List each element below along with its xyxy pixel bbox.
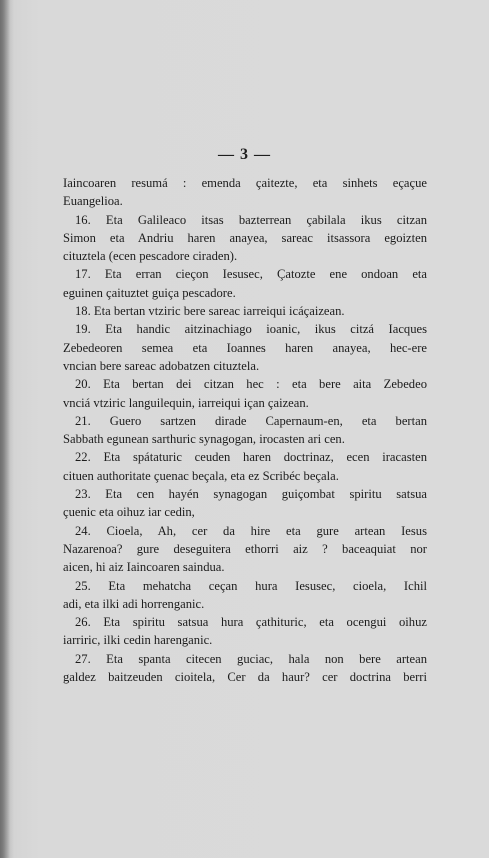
text-line: 24. Cioela, Ah, cer da hire eta gure artean Iesus (75, 523, 427, 538)
text-line: 23. Eta cen hayén synagogan guiçombat spiritu satsua (75, 487, 427, 502)
gutter-shadow (0, 0, 10, 858)
text-line: Sabbath egunean sarthuric synagogan, irocasten ari cen. (63, 432, 345, 447)
text-line: 19. Eta handic aitzinachiago ioanic, ikus citzá Iacques (75, 322, 427, 337)
text-line: eguinen çaituztet guiça pescadore. (63, 285, 236, 300)
text-line: 22. Eta spátaturic ceuden haren doctrinaz, ecen iracasten (75, 450, 427, 465)
text-line: adi, eta ilki adi horrenganic. (63, 596, 205, 611)
text-line: Simon eta Andriu haren anayea, sareac itsassora egoizten (63, 230, 427, 245)
text-line: çuenic eta oihuz iar cedin, (63, 505, 195, 520)
text-line: 17. Eta erran cieçon Iesusec, Çatozte ene ondoan eta (75, 267, 427, 282)
text-line: Euangelioa. (63, 194, 123, 209)
text-line: 21. Guero sartzen dirade Capernaum-en, eta bertan (75, 413, 427, 428)
text-line: 18. Eta bertan vtziric bere sareac iarreiqui icáçaizean. (75, 304, 345, 319)
text-line: iarriric, ilki cedin harenganic. (63, 633, 213, 648)
text-line: 25. Eta mehatcha ceçan hura Iesusec, cioela, Ichil (75, 578, 427, 593)
text-line: Zebedeoren semea eta Ioannes haren anayea, hec-ere (63, 340, 427, 355)
text-line: 26. Eta spiritu satsua hura çathituric, eta ocengui oihuz (75, 615, 427, 630)
body-text (63, 174, 427, 686)
text-line: 16. Eta Galileaco itsas bazterrean çabilala ikus citzan (75, 212, 427, 227)
text-line: galdez baitzeuden cioitela, Cer da haur? cer doctrina berri (63, 670, 427, 685)
text-line: cituztela (ecen pescadore ciraden). (63, 249, 238, 264)
text-line: Nazarenoa? gure deseguitera ethorri aiz ? baceaquiat nor (63, 541, 427, 556)
text-line: aicen, hi aiz Iaincoaren saindua. (63, 560, 225, 575)
text-line: vncian bere sareac adobatzen cituztela. (63, 358, 260, 373)
text-line: Iaincoaren resumá : emenda çaitezte, eta sinhets eçaçue (63, 176, 427, 190)
text-line: cituen authoritate çuenac beçala, eta ez Scribéc beçala. (63, 468, 339, 483)
page-number: — 3 — (218, 146, 271, 163)
text-line: vnciá vtziric languilequin, iarreiqui içan çaizean. (63, 395, 309, 410)
text-line: 20. Eta bertan dei citzan hec : eta bere aita Zebedeo (75, 377, 427, 392)
text-line: 27. Eta spanta citecen guciac, hala non bere artean (75, 651, 427, 666)
